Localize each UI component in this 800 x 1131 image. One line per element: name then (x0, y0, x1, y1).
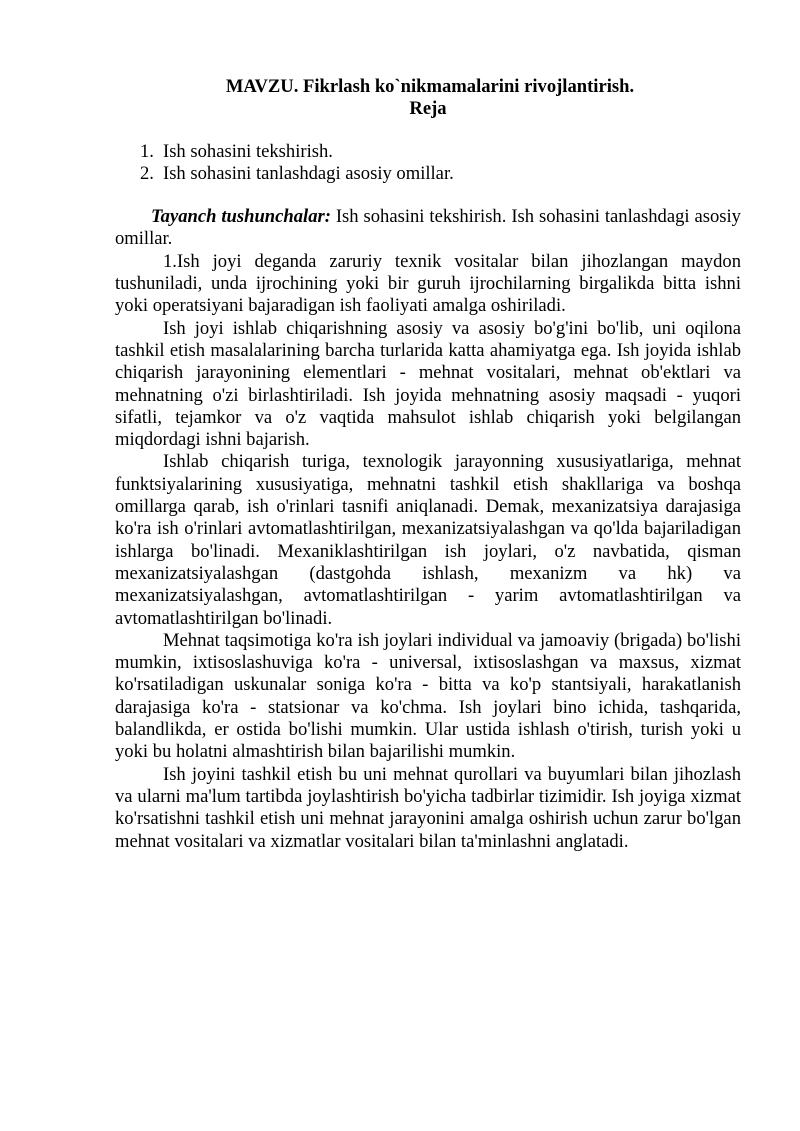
plan-item (115, 163, 741, 185)
plan-list (115, 141, 741, 186)
body-paragraph: Ish joyini tashkil etish bu uni mehnat qurollari va buyumlari bilan jihozlash va ularni ma'lum tartibda joylashtirish bo'yicha tadbirlar tizimidir. Ish joyiga xizmat ko'rsatishni tashkil etish uni mehnat jarayonini amalga oshirish uchun zarur bo'lgan mehnat vositalari va xizmatlar vositalari bilan ta'minlashni anglatadi. (115, 763, 741, 852)
plan-item-text: Ish sohasini tekshirish. (163, 140, 333, 162)
key-concepts-text: Ish sohasini tekshirish. Ish sohasini tanlashdagi asosiy omillar. (115, 206, 741, 250)
body-paragraph: Mehnat taqsimotiga ko'ra ish joylari individual va jamoaviy (brigada) bo'lishi mumkin, ixtisoslashuviga ko'ra - universal, ixtisoslashgan va maxsus, xizmat ko'rsatiladigan uskunalar soniga ko'ra - bitta va ko'p stantsiyali, harakatlanish darajasiga ko'ra - statsionar va ko'chma. Ish joylari bino ichida, tashqarida, balandlikda, er ostida bo'lishi mumkin. Ular ustida ishlash o'tirish, turish yoki u yoki bu holatni almashtirish bilan bajarilishi mumkin. (115, 629, 741, 763)
body-paragraph: Ish joyi ishlab chiqarishning asosiy va asosiy bo'g'ini bo'lib, uni oqilona tashkil etish masalalarining barcha turlarida katta ahamiyatga ega. Ish joyida ishlab chiqarish jarayonining elementlari - mehnat vositalari, mehnat ob'ektlari va mehnatning o'zi birlashtiriladi. Ish joyida mehnatning asosiy maqsadi - yuqori sifatli, tejamkor va o'z vaqtida mahsulot ishlab chiqarish yoki belgilangan miqdordagi ishni bajarish. (115, 317, 741, 451)
document-page (115, 76, 741, 853)
body-paragraph: 1.Ish joyi deganda zaruriy texnik vositalar bilan jihozlangan maydon tushuniladi, unda ijrochining yoki bir guruh ijrochilarning birgalikda bitta ishni yoki operatsiyani bajaradigan ish faoliyati amalga oshiriladi. (115, 250, 741, 317)
key-concepts-label: Tayanch tushunchalar: (151, 206, 331, 228)
plan-item-number: 2. (140, 162, 154, 184)
body-paragraph: Ishlab chiqarish turiga, texnologik jarayonning xususiyatlariga, mehnat funktsiyalarining xususiyatiga, mehnatni tashkil etish shakllariga va boshqa omillarga qarab, ish o'rinlari tasnifi aniqlanadi. Demak, mexanizatsiya darajasiga ko'ra ish o'rinlari avtomatlashtirilgan, mexanizatsiyalashgan va qo'lda bajariladigan ishlarga bo'linadi. Mexaniklashtirilgan ish joylari, o'z navbatida, qisman mexanizatsiyalashgan (dastgohda ishlash, mexanizm va hk) va mexanizatsiyalashgan, avtomatlashtirilgan - yarim avtomatlashtirilgan va avtomatlashtirilgan bo'linadi. (115, 451, 741, 629)
document-title: MAVZU. Fikrlash ko`nikmamalarini rivojlantirish. (225, 76, 635, 97)
key-concepts-paragraph (115, 206, 741, 251)
plan-item (115, 141, 741, 163)
plan-item-number: 1. (140, 140, 154, 162)
plan-item-text: Ish sohasini tanlashdagi asosiy omillar. (163, 162, 454, 184)
document-subtitle: Reja (409, 98, 447, 120)
